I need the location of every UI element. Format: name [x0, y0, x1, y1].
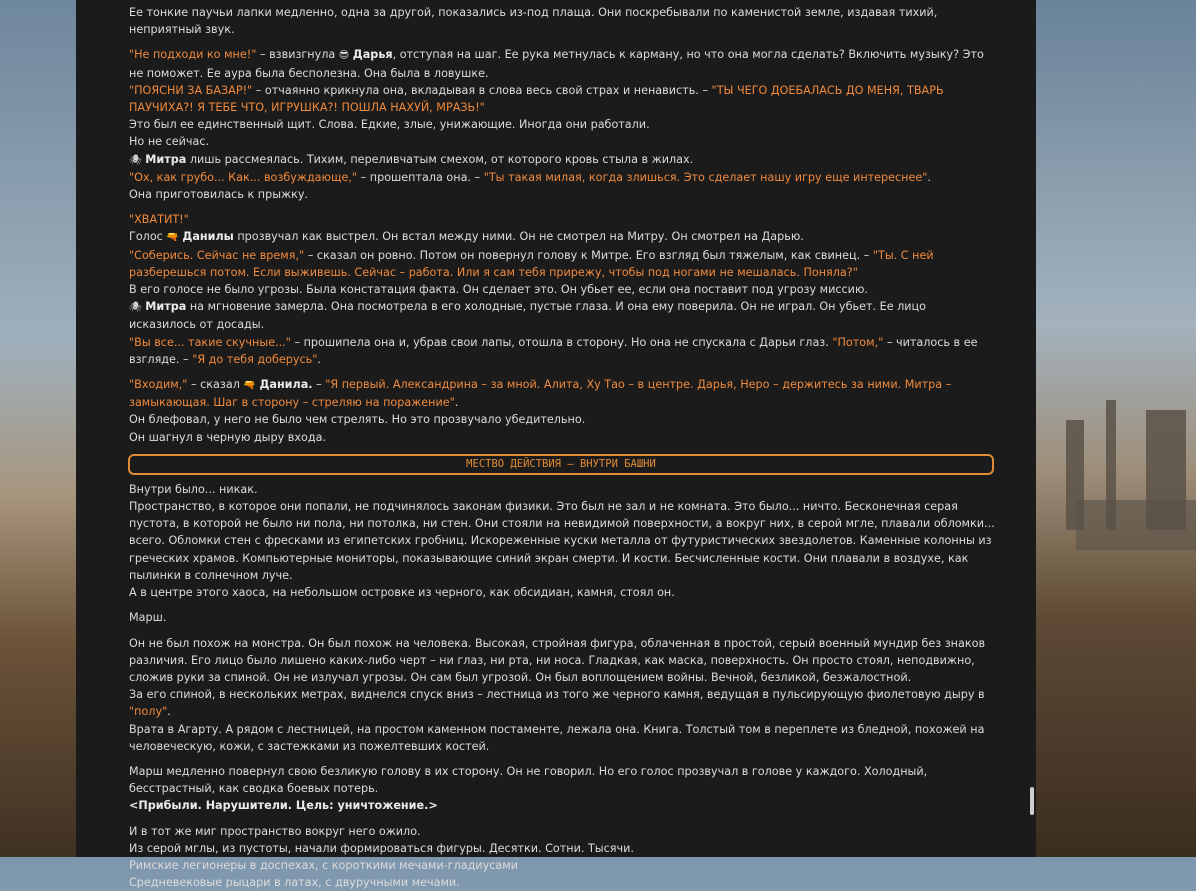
paragraph: "ХВАТИТ!": [129, 213, 189, 227]
sunglasses-emoji-icon: 😎: [338, 50, 350, 62]
paragraph: Марш.: [129, 611, 167, 625]
background-right: [1036, 0, 1196, 857]
spider-emoji-icon: 🕷: [129, 302, 142, 314]
paragraph: [129, 797, 995, 814]
gun-emoji-icon: 🔫: [166, 232, 179, 244]
paragraph: За его спиной, в нескольких метрах, виднелся спуск вниз – лестница из того же черного камня, ведущая в пульсирующую фиолетовую дыру в "полу".: [129, 688, 985, 719]
paragraph: Пространство, в которое они попали, не подчинялось законам физики. Это был не зал и не комната. Это было... ничто. Бесконечная серая пустота, в которой не было ни пола, ни потолка, ни стен. Они стояли на невидимой поверхности, а вокруг них, в серой мгле, плавали обломки... всего. Обломки стен с фресками из египетских гробниц. Искореженные куски металла от футуристических звездолетов. Каменные колонны из греческих храмов. Компьютерные мониторы, показывающие синий экран смерти. И кости. Бесчисленные кости. Они плавали в воздухе, как пылинки в солнечном луче.: [129, 500, 995, 582]
paragraph: В его голосе не было угрозы. Была констатация факта. Он сделает это. Он убьет ее, если она поставит под угрозу миссию.: [129, 283, 868, 297]
paragraph: А в центре этого хаоса, на небольшом островке из черного, как обсидиан, камня, стоял он.: [129, 586, 675, 600]
scrollbar[interactable]: [1029, 0, 1036, 857]
character-name: Митра: [145, 300, 187, 314]
character-name: Митра: [145, 152, 187, 166]
background-left: [0, 0, 76, 857]
scene-location-banner: МЕСТВО ДЕЙСТВИЯ – ВНУТРИ БАШНИ: [128, 454, 994, 475]
paragraph: Ее тонкие паучьи лапки медленно, одна за другой, показались из-под плаща. Они поскребывали по каменистой земле, издавая тихий, неприятный звук.: [129, 6, 938, 37]
paragraph: "ПОЯСНИ ЗА БАЗАР!" – отчаянно крикнула она, вкладывая в слова весь свой страх и ненависть. – "ТЫ ЧЕГО ДОЕБАЛАСЬ ДО МЕНЯ, ТВАРЬ ПАУЧИХА?! Я ТЕБЕ ЧТО, ИГРУШКА?! ПОШЛА НАХУЙ, МРАЗЬ!": [129, 83, 944, 115]
paragraph: Это был ее единственный щит. Слова. Едкие, злые, унижающие. Иногда они работали.: [129, 118, 650, 132]
paragraph: Римские легионеры в доспехах, с короткими мечами-гладиусами: [129, 858, 518, 872]
paragraph: Средневековые рыцари в латах, с двуручными мечами.: [129, 876, 460, 890]
paragraph: 🕷 Митра на мгновение замерла. Она посмотрела в его холодные, пустые глаза. И она ему поверила. Он не играл. Он убьет. Ее лицо исказилось от досады.: [129, 300, 927, 332]
scrollbar-thumb[interactable]: [1030, 787, 1034, 815]
spider-emoji-icon: 🕷: [129, 154, 142, 166]
paragraph: Голос 🔫 Данилы прозвучал как выстрел. Он встал между ними. Он не смотрел на Митру. Он смотрел на Дарью.: [129, 230, 804, 244]
paragraph: "Не подходи ко мне!" – взвизгнула 😎 Дарья, отступая на шаг. Ее рука метнулась к карману, но что она могла сделать? Включить музыку? Это не поможет. Ее аура была бесполезна. Она была в ловушке.: [129, 48, 984, 80]
paragraph: Марш медленно повернул свою безликую голову в их сторону. Он не говорил. Но его голос прозвучал в голове у каждого. Холодный, бесстрастный, как сводка боевых потерь.: [129, 764, 928, 796]
paragraph: "Соберись. Сейчас не время," – сказал он ровно. Потом он повернул голову к Митре. Его взгляд был тяжелым, как свинец. – "Ты. С ней разберешься потом. Если выживешь. Сейчас – работа. Или я сам тебя прирежу, чтобы под ногами не мешалась. Поняла?": [129, 248, 934, 279]
character-name: Данилы: [182, 230, 234, 244]
paragraph: Из серой мглы, из пустоты, начали формироваться фигуры. Десятки. Сотни. Тысячи.: [129, 841, 634, 855]
character-name: Данила.: [259, 378, 313, 392]
gun-emoji-icon: 🔫: [243, 380, 256, 392]
paragraph: Он блефовал, у него не было чем стрелять. Но это прозвучало убедительно.: [129, 413, 586, 427]
paragraph: Он шагнул в черную дыру входа.: [129, 430, 326, 444]
paragraph: "Ох, как грубо... Как... возбуждающе," – прошептала она. – "Ты такая милая, когда злишься. Это сделает нашу игру еще интереснее".: [129, 170, 931, 184]
system-message: <Прибыли. Нарушители. Цель: уничтожение.>: [129, 799, 438, 813]
character-name: Дарья: [352, 48, 393, 62]
paragraph: "Вы все... такие скучные..." – прошипела она и, убрав свои лапы, отошла в сторону. Но она не спускала с Дарьи глаз. "Потом," – читалось в ее взгляде. – "Я до тебя доберусь".: [129, 335, 978, 366]
paragraph: Врата в Агарту. А рядом с лестницей, на простом каменном постаменте, лежала она. Книга. Толстый том в переплете из бледной, похожей на человеческую, кожи, с застежками из пожелтевших костей.: [129, 722, 985, 753]
paragraph: "Входим," – сказал 🔫 Данила. – "Я первый. Александрина – за мной. Алита, Ху Тао – в центре. Дарья, Неро – держитесь за ними. Митра – замыкающая. Шаг в сторону – стреляю на поражение".: [129, 378, 952, 410]
paragraph: Он не был похож на монстра. Он был похож на человека. Высокая, стройная фигура, облаченная в простой, серый военный мундир без знаков различия. Его лицо было лишено каких-либо черт – ни глаз, ни рта, ни носа. Гладкая, как маска, поверхность. Он просто стоял, неподвижно, сложив руки за спиной. Он не излучал угрозы. Он сам был угрозой. Он был воплощением войны. Вечной, безликой, безжалостной.: [129, 636, 986, 684]
story-content: [129, 4, 995, 891]
paragraph: 🕷 Митра лишь рассмеялась. Тихим, переливчатым смехом, от которого кровь стыла в жилах.: [129, 152, 694, 166]
story-panel: [76, 0, 1036, 890]
paragraph: И в тот же миг пространство вокруг него ожило.: [129, 824, 421, 838]
paragraph: Она приготовилась к прыжку.: [129, 188, 309, 202]
paragraph: Внутри было... никак.: [129, 482, 258, 496]
paragraph: Но не сейчас.: [129, 135, 210, 149]
